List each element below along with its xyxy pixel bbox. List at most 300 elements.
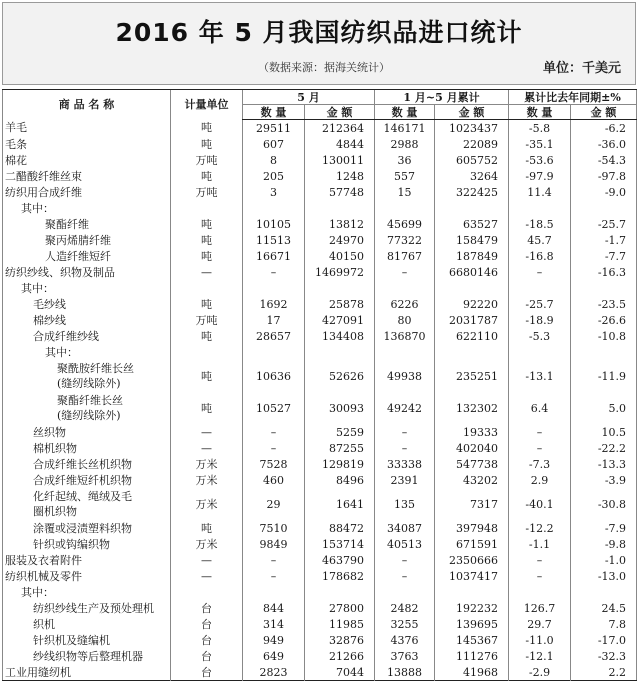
data-source-note: （数据来源：据海关统计） <box>258 61 390 74</box>
row-ytd-qty: 45699 <box>375 216 435 232</box>
row-yoy-amt: -6.2 <box>571 120 637 137</box>
row-product-name <box>3 488 171 520</box>
row-may-amt <box>305 344 375 360</box>
row-yoy-qty: -35.1 <box>509 136 571 152</box>
row-yoy-qty: -18.9 <box>509 312 571 328</box>
row-may-qty: 10636 <box>243 360 305 392</box>
row-ytd-amt: 19333 <box>435 424 509 440</box>
row-ytd-qty <box>375 200 435 216</box>
row-product-name-text: 纱线织物等后整理机器 <box>33 649 143 663</box>
table-row <box>3 392 637 424</box>
header-yoy-qty: 数 量 <box>509 105 571 120</box>
row-may-qty: – <box>243 440 305 456</box>
row-yoy-amt: -97.8 <box>571 168 637 184</box>
table-row <box>3 552 637 568</box>
row-ytd-amt: 2031787 <box>435 312 509 328</box>
row-yoy-amt: -7.7 <box>571 248 637 264</box>
row-ytd-qty: 80 <box>375 312 435 328</box>
row-ytd-qty: 15 <box>375 184 435 200</box>
row-ytd-amt: 41968 <box>435 664 509 681</box>
row-ytd-amt <box>435 584 509 600</box>
row-unit: 万米 <box>171 488 243 520</box>
row-product-name-text: 织机 <box>33 617 55 631</box>
table-row <box>3 424 637 440</box>
row-unit <box>171 280 243 296</box>
row-product-name <box>3 200 171 216</box>
header-ytd-qty: 数 量 <box>375 105 435 120</box>
row-ytd-amt <box>435 280 509 296</box>
row-ytd-qty: 81767 <box>375 248 435 264</box>
row-unit: 万米 <box>171 472 243 488</box>
row-yoy-qty <box>509 584 571 600</box>
row-unit: 吨 <box>171 168 243 184</box>
table-row <box>3 168 637 184</box>
row-product-name-text: 毛条 <box>5 137 27 151</box>
row-ytd-qty: 135 <box>375 488 435 520</box>
row-unit: 台 <box>171 600 243 616</box>
row-product-name <box>3 232 171 248</box>
row-ytd-amt: 3264 <box>435 168 509 184</box>
row-product-name-text: 合成纤维短纤机织物 <box>33 473 132 487</box>
row-yoy-qty <box>509 200 571 216</box>
row-yoy-qty: -13.1 <box>509 360 571 392</box>
row-product-name-text: 纺织纱线生产及预处理机 <box>33 601 154 615</box>
row-product-name <box>3 360 171 392</box>
row-ytd-qty: 33338 <box>375 456 435 472</box>
row-may-qty: 8 <box>243 152 305 168</box>
row-may-amt: 32876 <box>305 632 375 648</box>
row-yoy-qty: – <box>509 552 571 568</box>
row-ytd-amt: 6680146 <box>435 264 509 280</box>
row-may-amt: 21266 <box>305 648 375 664</box>
row-ytd-amt: 397948 <box>435 520 509 536</box>
row-yoy-amt: -32.3 <box>571 648 637 664</box>
row-yoy-amt: 5.0 <box>571 392 637 424</box>
table-row <box>3 600 637 616</box>
row-product-name-line2: (缝纫线除外) <box>57 377 121 390</box>
row-product-name <box>3 312 171 328</box>
row-product-name-line2: (缝纫线除外) <box>57 409 121 422</box>
row-ytd-qty: 36 <box>375 152 435 168</box>
row-may-qty: 649 <box>243 648 305 664</box>
row-ytd-amt: 22089 <box>435 136 509 152</box>
row-yoy-qty: -12.2 <box>509 520 571 536</box>
row-yoy-amt: -11.9 <box>571 360 637 392</box>
row-unit: 吨 <box>171 120 243 137</box>
row-may-amt: 13812 <box>305 216 375 232</box>
row-ytd-qty: – <box>375 440 435 456</box>
row-may-amt: 4844 <box>305 136 375 152</box>
row-product-name <box>3 472 171 488</box>
row-product-name <box>3 568 171 584</box>
row-yoy-amt: -16.3 <box>571 264 637 280</box>
row-yoy-amt: -36.0 <box>571 136 637 152</box>
page-title: 2016 年 5 月我国纺织品进口统计 <box>115 18 523 47</box>
row-may-qty: 28657 <box>243 328 305 344</box>
row-unit: — <box>171 424 243 440</box>
row-yoy-amt: 2.2 <box>571 664 637 681</box>
row-may-qty <box>243 200 305 216</box>
row-product-name-text: 羊毛 <box>5 121 27 135</box>
table-row <box>3 440 637 456</box>
row-may-amt: 7044 <box>305 664 375 681</box>
row-may-amt: 129819 <box>305 456 375 472</box>
table-row <box>3 584 637 600</box>
row-ytd-qty: 77322 <box>375 232 435 248</box>
currency-unit-note: 单位：千美元 <box>542 61 621 76</box>
row-ytd-qty: 2988 <box>375 136 435 152</box>
row-product-name <box>3 552 171 568</box>
row-yoy-qty: -18.5 <box>509 216 571 232</box>
row-may-qty: 16671 <box>243 248 305 264</box>
header-may-qty: 数 量 <box>243 105 305 120</box>
row-unit: 吨 <box>171 136 243 152</box>
row-yoy-amt: -17.0 <box>571 632 637 648</box>
row-yoy-qty: – <box>509 424 571 440</box>
header-product-name: 商 品 名 称 <box>3 90 171 120</box>
row-yoy-qty: -11.0 <box>509 632 571 648</box>
row-yoy-amt: -26.6 <box>571 312 637 328</box>
row-ytd-amt: 605752 <box>435 152 509 168</box>
table-row <box>3 152 637 168</box>
row-yoy-qty: – <box>509 440 571 456</box>
row-yoy-amt: 24.5 <box>571 600 637 616</box>
row-unit <box>171 344 243 360</box>
row-product-name <box>3 296 171 312</box>
row-yoy-amt <box>571 584 637 600</box>
row-may-amt: 52626 <box>305 360 375 392</box>
table-row <box>3 232 637 248</box>
row-may-amt: 1641 <box>305 488 375 520</box>
row-product-name-text: 丝织物 <box>33 425 66 439</box>
header-yoy: 累计比去年同期±% <box>509 90 637 105</box>
row-ytd-amt: 158479 <box>435 232 509 248</box>
row-may-amt <box>305 280 375 296</box>
row-ytd-amt: 671591 <box>435 536 509 552</box>
row-yoy-qty: 6.4 <box>509 392 571 424</box>
row-product-name <box>3 536 171 552</box>
row-ytd-amt: 92220 <box>435 296 509 312</box>
row-product-name-text: 棉纱线 <box>33 313 66 327</box>
table-row <box>3 616 637 632</box>
row-ytd-qty <box>375 344 435 360</box>
row-yoy-qty: -40.1 <box>509 488 571 520</box>
row-product-name-text: 其中： <box>21 585 54 599</box>
title-banner <box>2 2 636 85</box>
row-yoy-amt: -7.9 <box>571 520 637 536</box>
table-row <box>3 520 637 536</box>
row-may-qty: – <box>243 568 305 584</box>
row-ytd-qty: 4376 <box>375 632 435 648</box>
row-product-name <box>3 120 171 137</box>
row-unit: 万吨 <box>171 152 243 168</box>
row-may-amt: 11985 <box>305 616 375 632</box>
row-yoy-qty: -12.1 <box>509 648 571 664</box>
table-row <box>3 184 637 200</box>
row-product-name-text: 工业用缝纫机 <box>5 665 71 679</box>
row-may-qty: 314 <box>243 616 305 632</box>
row-unit: 万米 <box>171 536 243 552</box>
table-row <box>3 328 637 344</box>
row-product-name <box>3 216 171 232</box>
row-product-name-text: 针织或钩编织物 <box>33 537 110 551</box>
table-row <box>3 200 637 216</box>
row-may-amt: 463790 <box>305 552 375 568</box>
row-yoy-qty: 45.7 <box>509 232 571 248</box>
row-unit: 台 <box>171 632 243 648</box>
row-product-name-text: 合成纤维长丝机织物 <box>33 457 132 471</box>
row-product-name-text: 纺织机械及零件 <box>5 569 82 583</box>
row-unit: 台 <box>171 664 243 681</box>
row-ytd-qty: 557 <box>375 168 435 184</box>
table-row <box>3 280 637 296</box>
row-may-amt: 57748 <box>305 184 375 200</box>
row-yoy-amt: -13.3 <box>571 456 637 472</box>
row-may-qty: – <box>243 424 305 440</box>
table-row <box>3 472 637 488</box>
row-may-amt: 8496 <box>305 472 375 488</box>
row-product-name <box>3 264 171 280</box>
row-yoy-amt <box>571 280 637 296</box>
row-unit: — <box>171 264 243 280</box>
row-may-qty: 949 <box>243 632 305 648</box>
row-product-name-line2: 圈机织物 <box>33 505 77 518</box>
row-ytd-amt: 7317 <box>435 488 509 520</box>
row-ytd-qty <box>375 584 435 600</box>
table-row <box>3 536 637 552</box>
row-ytd-qty: – <box>375 424 435 440</box>
row-product-name-text: 聚丙烯腈纤维 <box>45 233 111 247</box>
row-unit: — <box>171 568 243 584</box>
row-yoy-qty: -7.3 <box>509 456 571 472</box>
row-yoy-amt <box>571 200 637 216</box>
row-ytd-amt: 63527 <box>435 216 509 232</box>
row-ytd-amt: 547738 <box>435 456 509 472</box>
row-yoy-qty: 2.9 <box>509 472 571 488</box>
row-may-qty: – <box>243 552 305 568</box>
row-may-qty: 460 <box>243 472 305 488</box>
row-ytd-amt: 622110 <box>435 328 509 344</box>
row-ytd-qty: 2391 <box>375 472 435 488</box>
row-product-name <box>3 344 171 360</box>
table-row <box>3 360 637 392</box>
row-may-qty: 9849 <box>243 536 305 552</box>
row-product-name-text: 人造纤维短纤 <box>45 249 111 263</box>
row-ytd-amt: 132302 <box>435 392 509 424</box>
row-ytd-amt: 1037417 <box>435 568 509 584</box>
row-product-name-text: 纺织纱线、织物及制品 <box>5 265 115 279</box>
row-may-amt: 1469972 <box>305 264 375 280</box>
row-ytd-amt: 322425 <box>435 184 509 200</box>
table-row <box>3 296 637 312</box>
table-body <box>3 120 637 681</box>
row-may-qty <box>243 584 305 600</box>
row-may-qty: 3 <box>243 184 305 200</box>
table-row <box>3 456 637 472</box>
row-may-amt: 87255 <box>305 440 375 456</box>
row-yoy-qty: 126.7 <box>509 600 571 616</box>
row-ytd-amt: 145367 <box>435 632 509 648</box>
row-may-amt: 134408 <box>305 328 375 344</box>
row-product-name <box>3 280 171 296</box>
row-may-qty: 7528 <box>243 456 305 472</box>
row-yoy-amt: -25.7 <box>571 216 637 232</box>
row-product-name <box>3 328 171 344</box>
row-yoy-qty: -25.7 <box>509 296 571 312</box>
row-unit: 吨 <box>171 296 243 312</box>
table-row <box>3 136 637 152</box>
row-yoy-amt: -23.5 <box>571 296 637 312</box>
row-unit: 台 <box>171 648 243 664</box>
table-row <box>3 120 637 137</box>
row-product-name <box>3 632 171 648</box>
row-yoy-amt: 10.5 <box>571 424 637 440</box>
row-product-name-text: 其中： <box>21 201 54 215</box>
row-product-name <box>3 520 171 536</box>
row-may-qty: 844 <box>243 600 305 616</box>
row-yoy-qty: -2.9 <box>509 664 571 681</box>
row-unit: 台 <box>171 616 243 632</box>
table-row <box>3 664 637 681</box>
row-may-amt: 30093 <box>305 392 375 424</box>
table-row <box>3 264 637 280</box>
row-product-name <box>3 168 171 184</box>
row-yoy-qty: -1.1 <box>509 536 571 552</box>
row-product-name-text: 聚酯纤维 <box>45 217 89 231</box>
row-yoy-amt: -30.8 <box>571 488 637 520</box>
row-yoy-qty <box>509 280 571 296</box>
row-may-qty: 17 <box>243 312 305 328</box>
row-ytd-qty: 40513 <box>375 536 435 552</box>
table-header <box>3 90 637 120</box>
row-product-name-text: 其中： <box>45 345 78 359</box>
row-unit: 吨 <box>171 392 243 424</box>
row-ytd-amt: 2350666 <box>435 552 509 568</box>
row-ytd-qty: 49242 <box>375 392 435 424</box>
row-ytd-qty: 6226 <box>375 296 435 312</box>
row-may-qty: 29 <box>243 488 305 520</box>
row-product-name-text: 毛纱线 <box>33 297 66 311</box>
row-may-amt: 130011 <box>305 152 375 168</box>
row-yoy-amt: -9.8 <box>571 536 637 552</box>
row-product-name <box>3 152 171 168</box>
row-product-name-text: 聚酯纤维长丝 <box>57 394 123 407</box>
row-yoy-amt: -54.3 <box>571 152 637 168</box>
row-yoy-amt: -1.7 <box>571 232 637 248</box>
row-product-name-text: 服装及衣着附件 <box>5 553 82 567</box>
row-yoy-amt: -3.9 <box>571 472 637 488</box>
header-ytd: 1 月~5 月累计 <box>375 90 509 105</box>
row-may-amt: 27800 <box>305 600 375 616</box>
row-ytd-qty: 34087 <box>375 520 435 536</box>
row-may-amt: 153714 <box>305 536 375 552</box>
row-may-qty: 10105 <box>243 216 305 232</box>
row-may-amt <box>305 584 375 600</box>
row-product-name <box>3 392 171 424</box>
row-ytd-qty: 3763 <box>375 648 435 664</box>
row-ytd-qty: 136870 <box>375 328 435 344</box>
row-product-name-text: 棉机织物 <box>33 441 77 455</box>
row-unit: 吨 <box>171 248 243 264</box>
row-unit: 万吨 <box>171 312 243 328</box>
row-product-name <box>3 664 171 681</box>
header-may-amt: 金 额 <box>305 105 375 120</box>
row-may-amt: 212364 <box>305 120 375 137</box>
row-ytd-qty: 2482 <box>375 600 435 616</box>
row-product-name-text: 聚酰胺纤维长丝 <box>57 362 134 375</box>
row-yoy-amt: -10.8 <box>571 328 637 344</box>
table-row <box>3 248 637 264</box>
row-may-amt: 1248 <box>305 168 375 184</box>
row-may-amt <box>305 200 375 216</box>
row-product-name-text: 合成纤维纱线 <box>33 329 99 343</box>
row-may-qty: 607 <box>243 136 305 152</box>
row-product-name <box>3 184 171 200</box>
table-row <box>3 344 637 360</box>
row-may-amt: 178682 <box>305 568 375 584</box>
table-row <box>3 632 637 648</box>
row-ytd-amt: 111276 <box>435 648 509 664</box>
row-ytd-amt <box>435 344 509 360</box>
row-ytd-amt: 187849 <box>435 248 509 264</box>
row-ytd-qty: – <box>375 552 435 568</box>
table-row <box>3 216 637 232</box>
table-row <box>3 568 637 584</box>
table-row <box>3 312 637 328</box>
row-unit: 万吨 <box>171 184 243 200</box>
row-yoy-qty: -16.8 <box>509 248 571 264</box>
row-may-amt: 40150 <box>305 248 375 264</box>
table-row <box>3 488 637 520</box>
row-may-amt: 25878 <box>305 296 375 312</box>
row-ytd-qty <box>375 280 435 296</box>
row-product-name-text: 其中： <box>21 281 54 295</box>
row-product-name <box>3 440 171 456</box>
row-yoy-amt: -22.2 <box>571 440 637 456</box>
row-may-qty: 7510 <box>243 520 305 536</box>
row-unit <box>171 584 243 600</box>
row-may-qty: 205 <box>243 168 305 184</box>
header-may: 5 月 <box>243 90 375 105</box>
row-yoy-qty: -5.3 <box>509 328 571 344</box>
row-yoy-qty: -5.8 <box>509 120 571 137</box>
row-product-name <box>3 600 171 616</box>
row-yoy-qty: – <box>509 568 571 584</box>
row-unit: 吨 <box>171 520 243 536</box>
row-product-name <box>3 424 171 440</box>
header-ytd-amt: 金 额 <box>435 105 509 120</box>
row-ytd-qty: 146171 <box>375 120 435 137</box>
row-unit: 吨 <box>171 360 243 392</box>
header-yoy-amt: 金 额 <box>571 105 637 120</box>
row-product-name <box>3 648 171 664</box>
row-unit: 吨 <box>171 232 243 248</box>
row-may-qty <box>243 280 305 296</box>
row-unit: 万米 <box>171 456 243 472</box>
table-row <box>3 648 637 664</box>
row-ytd-amt <box>435 200 509 216</box>
row-product-name <box>3 584 171 600</box>
row-may-amt: 88472 <box>305 520 375 536</box>
row-yoy-qty: -53.6 <box>509 152 571 168</box>
row-yoy-amt <box>571 344 637 360</box>
row-product-name-text: 针织机及缝编机 <box>33 633 110 647</box>
row-may-qty: 29511 <box>243 120 305 137</box>
row-may-qty: 2823 <box>243 664 305 681</box>
row-product-name <box>3 248 171 264</box>
row-ytd-amt: 402040 <box>435 440 509 456</box>
row-may-qty: 10527 <box>243 392 305 424</box>
